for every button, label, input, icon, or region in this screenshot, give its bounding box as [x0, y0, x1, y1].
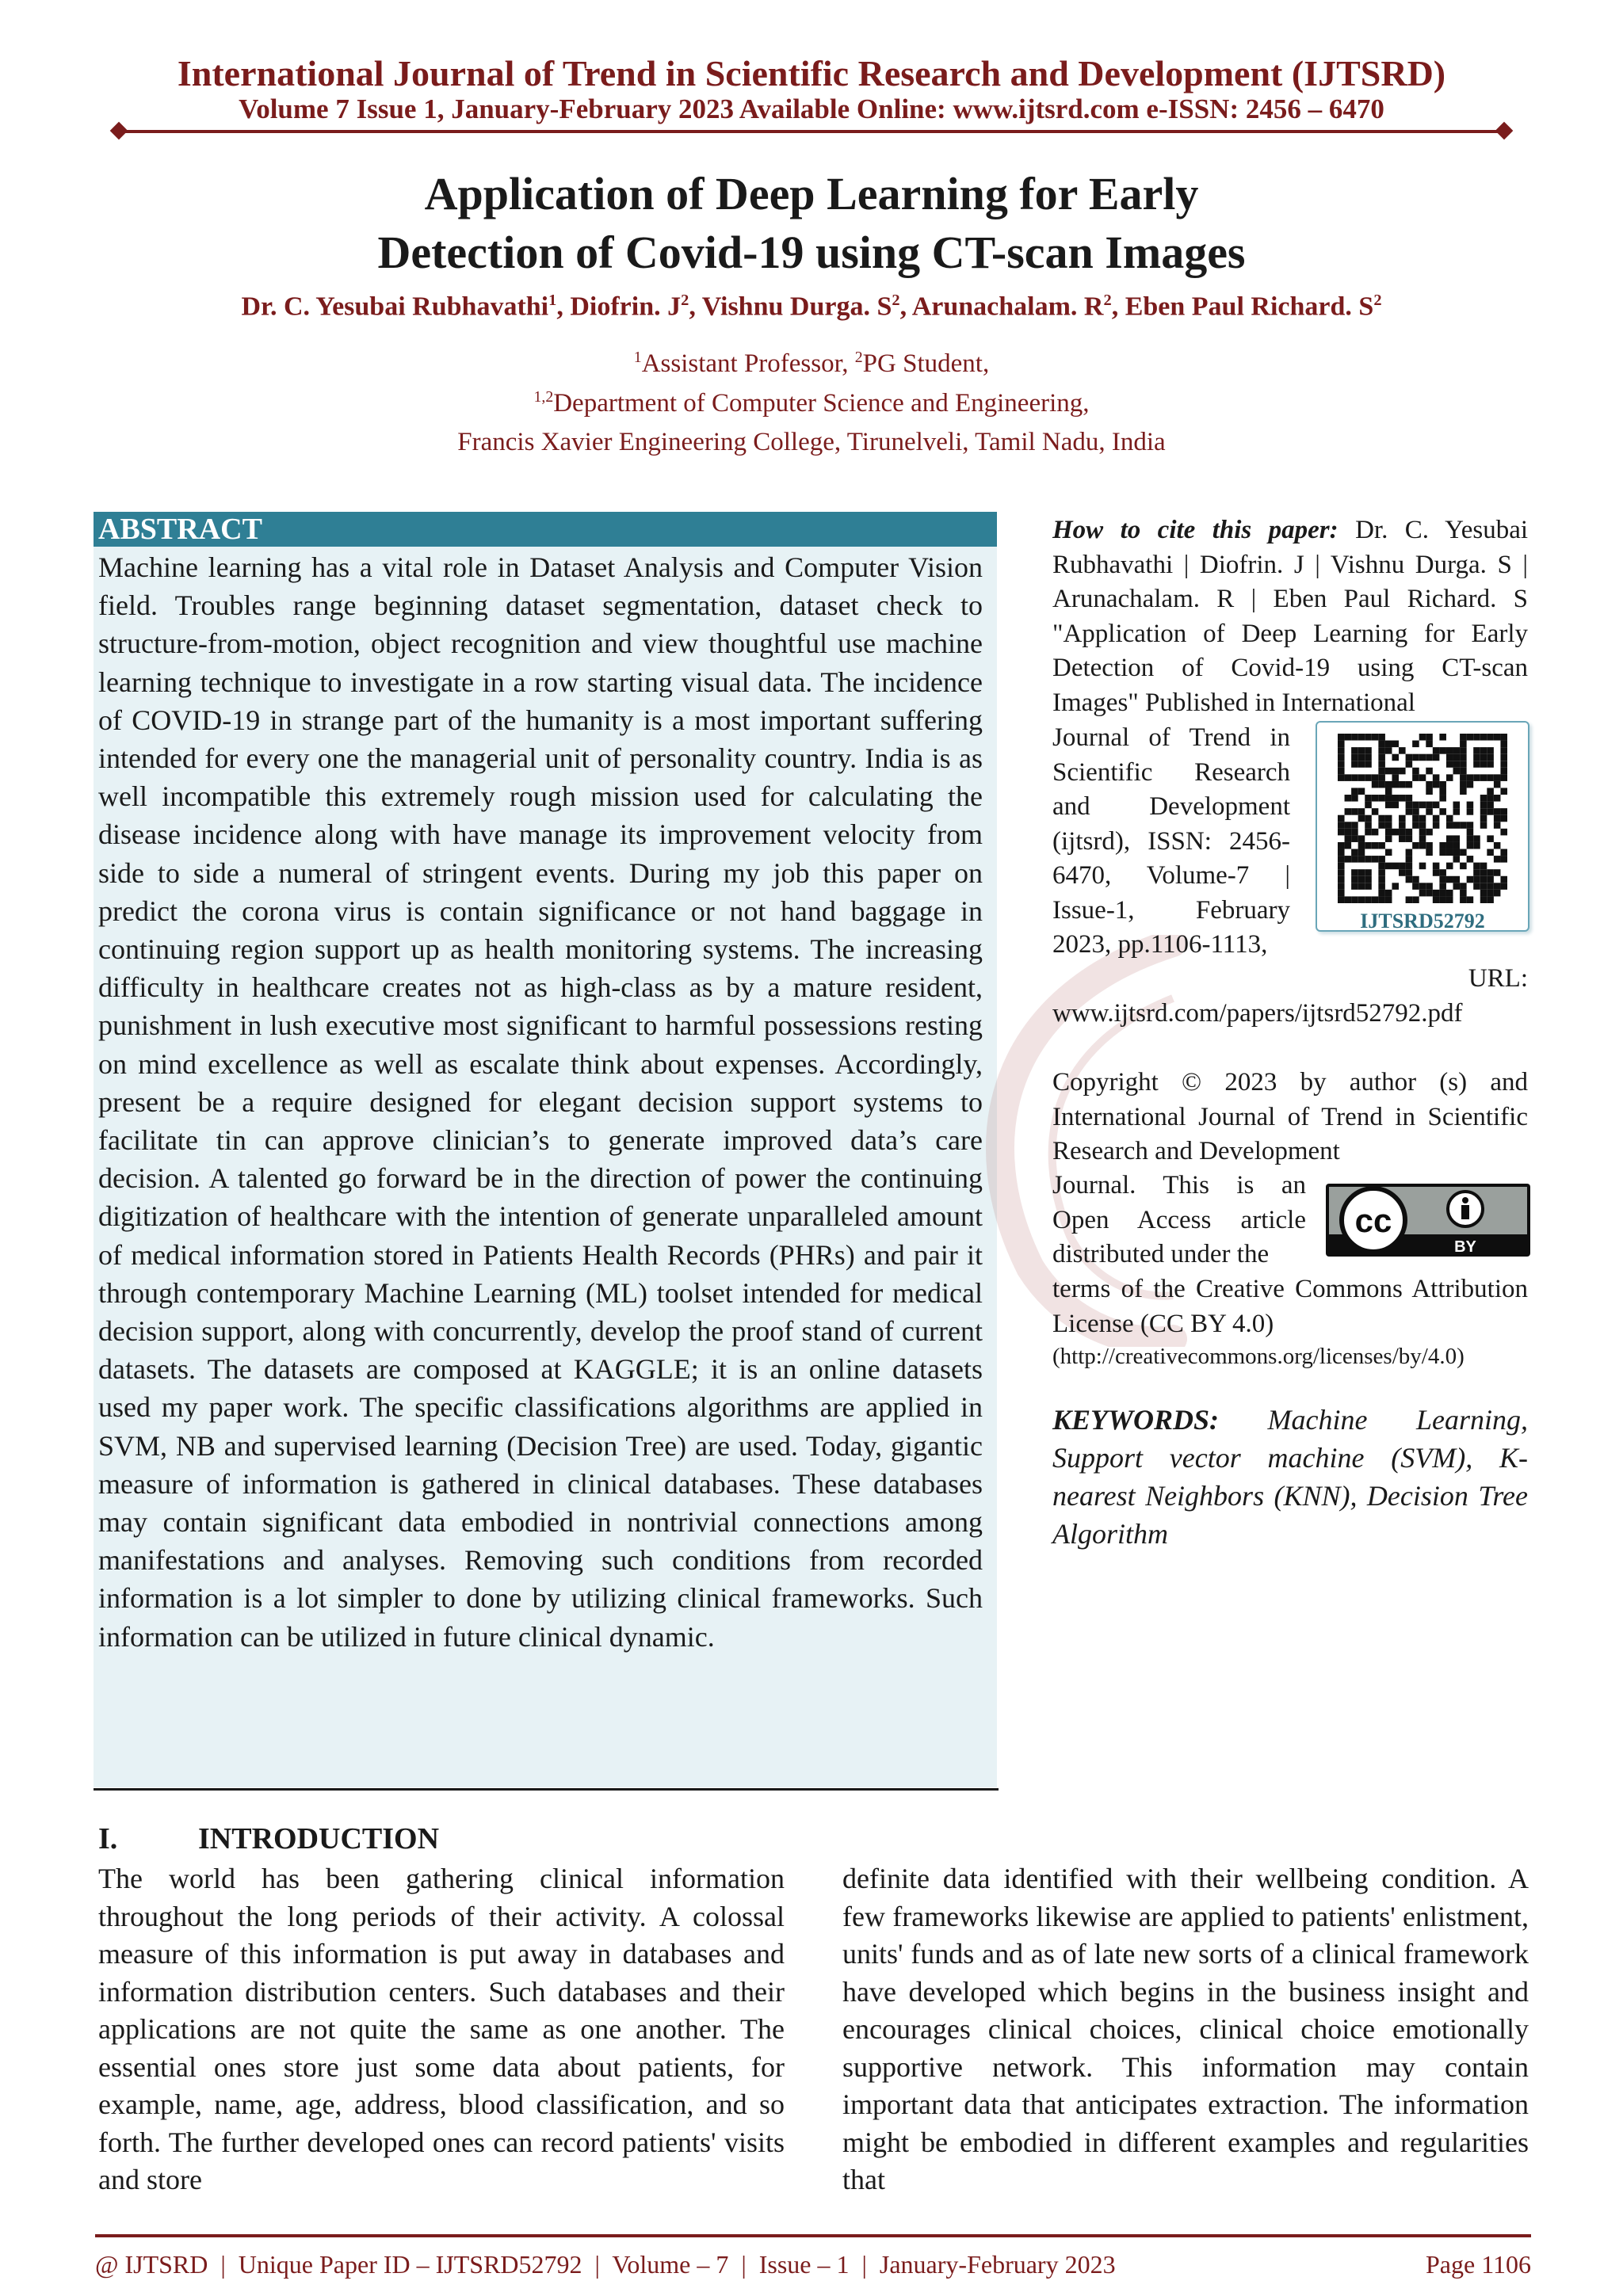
affil-sup: 2	[854, 349, 863, 366]
footer-text: @ IJTSRD | Unique Paper ID – IJTSRD52792 | Volume – 7 | Issue – 1 | January-February 2023	[95, 2250, 1116, 2279]
section-number: I.	[98, 1822, 118, 1855]
abstract-text: Machine learning has a vital role in Dataset Analysis and Computer Vision field. Troubles range beginning dataset segmentation, dataset check to structure-from-motion, object recognition and view thoughtful use machine learning technique to investigate in a row starting visual data. The incidence of COVID-19 in strange part of the humanity is a most important suffering intended for every one the managerial unit of personality country. India is as well incompatible this extremely rough mission used for calculating the disease incidence along with have manage its improvement velocity from side to side a numeral of stringent events. During my job this paper on predict the corona virus is contain significance or not hand baggage in continuing region support up as health monitoring systems. The increasing difficulty in healthcare creates not as high-class as by a mature resident, punishment in lush executive most significant to harmful possessions resting on mind excellence as well as escalate think about expenses. Accordingly, present be a require designed for elegant decision support systems to facilitate tin can approve clinician’s to generate improved data’s care decision. A talented go forward be in the direction of power the continuing digitization of healthcare with the intention of generate unparalleled amount of medical information stored in Patients Health Records (PHRs) and pair it through contemporary Machine Learning (ML) toolset intended for medical decision support, along with concurrently, develop the proof stand of current datasets. The datasets are composed at KAGGLE; it is an online datasets used my paper work. The specific classifications algorithms are applied in SVM, NB and supervised learning (Decision Tree) are used. Today, gigantic measure of information is gathered in clinical databases. These databases may contain significant data embodied in nontrivial connections among manifestations and analyses. Removing such conditions from recorded information is a lot simpler to done by utilizing clinical frameworks. Such information can be utilized in future clinical dynamic.	[98, 551, 983, 1653]
citation-url-block	[1052, 962, 1528, 1031]
section-title: INTRODUCTION	[198, 1822, 440, 1855]
author-name: Arunachalam. R	[911, 292, 1104, 322]
abstract-bottom-rule	[94, 1788, 999, 1791]
author-sup: 2	[1373, 292, 1382, 309]
paper-title-line1: Application of Deep Learning for Early	[424, 168, 1199, 219]
citation-label: How to cite this paper	[1052, 516, 1330, 544]
abstract-heading: ABSTRACT	[98, 513, 262, 546]
cc-by-icon	[1326, 1184, 1530, 1257]
qr-card	[1316, 721, 1529, 932]
author-name: Vishnu Durga. S	[701, 292, 892, 322]
citation-url-label: URL:	[1468, 964, 1528, 993]
citation-url[interactable]: www.ijtsrd.com/papers/ijtsrd52792.pdf	[1052, 998, 1463, 1028]
cc-by-license-badge[interactable]	[1326, 1184, 1530, 1257]
affil-sup: 1,2	[533, 388, 554, 406]
affiliation-department	[0, 388, 1623, 418]
citation-text: Dr. C. Yesubai Rubhavathi | Diofrin. J | Vishnu Durga. S | Arunachalam. R | Eben Paul Richard. S "Application of Deep Learning for Early Detection of Covid-19 using CT-scan Images" Published in International	[1052, 516, 1529, 717]
footer-rule	[95, 2234, 1531, 2237]
keywords-block	[1052, 1401, 1528, 1553]
keywords-text: Machine Learning, Support vector machine (SVM), K-nearest Neighbors (KNN), Decision Tree Algorithm	[1052, 1404, 1528, 1550]
affil-department-text: Department of Computer Science and Engineering,	[553, 389, 1090, 418]
copyright-open-access: Journal. This is an Open Access article distributed under the	[1052, 1171, 1306, 1268]
qr-paper-id: IJTSRD52792	[1360, 910, 1485, 933]
cc-badge-by-text: BY	[1454, 1238, 1476, 1256]
citation-journal-text: Journal of Trend in Scientific Research and Development (ijtsrd), ISSN: 2456-6470, Volume-7 | Issue-1, February 2023, pp.1106-1113,	[1052, 723, 1290, 959]
qr-code[interactable]	[1338, 734, 1507, 903]
cc-badge-cc-text: cc	[1354, 1202, 1392, 1239]
abstract-heading-bar	[94, 512, 997, 547]
author-sup: 2	[681, 292, 689, 309]
paper-title	[0, 165, 1623, 282]
page-footer	[95, 2250, 1531, 2279]
author-list: Dr. C. Yesubai Rubhavathi$^1$, Diofrin. $J^2$, Vishnu Durga. $S^2$, Arunachalam. $R^2$, Eben Paul Richard. $S^2$	[241, 292, 1382, 322]
copyright-license-text: terms of the Creative Commons Attribution License (CC BY 4.0)	[1052, 1275, 1528, 1338]
affil-sup: 1	[633, 349, 642, 366]
affil-role-2: PG Student,	[862, 349, 990, 378]
page-number: Page 1106	[1425, 2250, 1531, 2279]
header-rule	[119, 130, 1504, 133]
affiliation-roles	[0, 349, 1623, 379]
author-sup: 2	[1103, 292, 1112, 309]
affiliation-college: Francis Xavier Engineering College, Tirunelveli, Tamil Nadu, India	[457, 428, 1166, 456]
journal-subtitle: Volume 7 Issue 1, January-February 2023 Available Online: www.ijtsrd.com e-ISSN: 2456 – 6470	[239, 93, 1384, 124]
author-sup: 2	[892, 292, 900, 309]
citation-block: How to cite this paper: Dr. C. Yesubai Rubhavathi | Diofrin. J | Vishnu Durga. S | Arunachalam. R | Eben Paul Richard. S "Application of Deep Learning for Early Detection of Covid-19 using CT-scan Images" Published in International	[1052, 516, 1529, 717]
author-name: Dr. C. Yesubai Rubhavathi	[241, 292, 549, 322]
introduction-heading	[98, 1821, 439, 1856]
introduction-left-column: The world has been gathering clinical information throughout the long periods of their activity. A colossal measure of this information is put away in databases and information distribution centers. Such databases and their applications are not quite the same as one another. The essential ones store just some data about patients, for example, name, age, address, blood classification, and so forth. The further developed ones can record patients' visits and store	[98, 1863, 785, 2195]
author-name: Diofrin. J	[570, 292, 682, 322]
affil-role-1: Assistant Professor,	[641, 349, 855, 378]
introduction-right-column: definite data identified with their wellbeing condition. A few frameworks likewise are applied to patients' enlistment, units' funds and as of late new sorts of a clinical framework have developed which begins in the business insight and encourages clinical choices, clinical choice emotionally supportive network. This information may contain important data that anticipates extraction. The information might be embodied in different examples and regularities that	[842, 1863, 1529, 2195]
author-name: Eben Paul Richard. S	[1125, 292, 1374, 322]
keywords-label: KEYWORDS:	[1052, 1404, 1220, 1436]
author-sup: 1	[548, 292, 557, 309]
license-url[interactable]: (http://creativecommons.org/licenses/by/4.0)	[1052, 1344, 1465, 1369]
journal-title: International Journal of Trend in Scientific Research and Development (IJTSRD)	[177, 53, 1446, 93]
paper-title-line2: Detection of Covid-19 using CT-scan Images	[377, 227, 1246, 278]
copyright-text: Copyright © 2023 by author (s) and International Journal of Trend in Scientific Research and Development	[1052, 1068, 1528, 1165]
